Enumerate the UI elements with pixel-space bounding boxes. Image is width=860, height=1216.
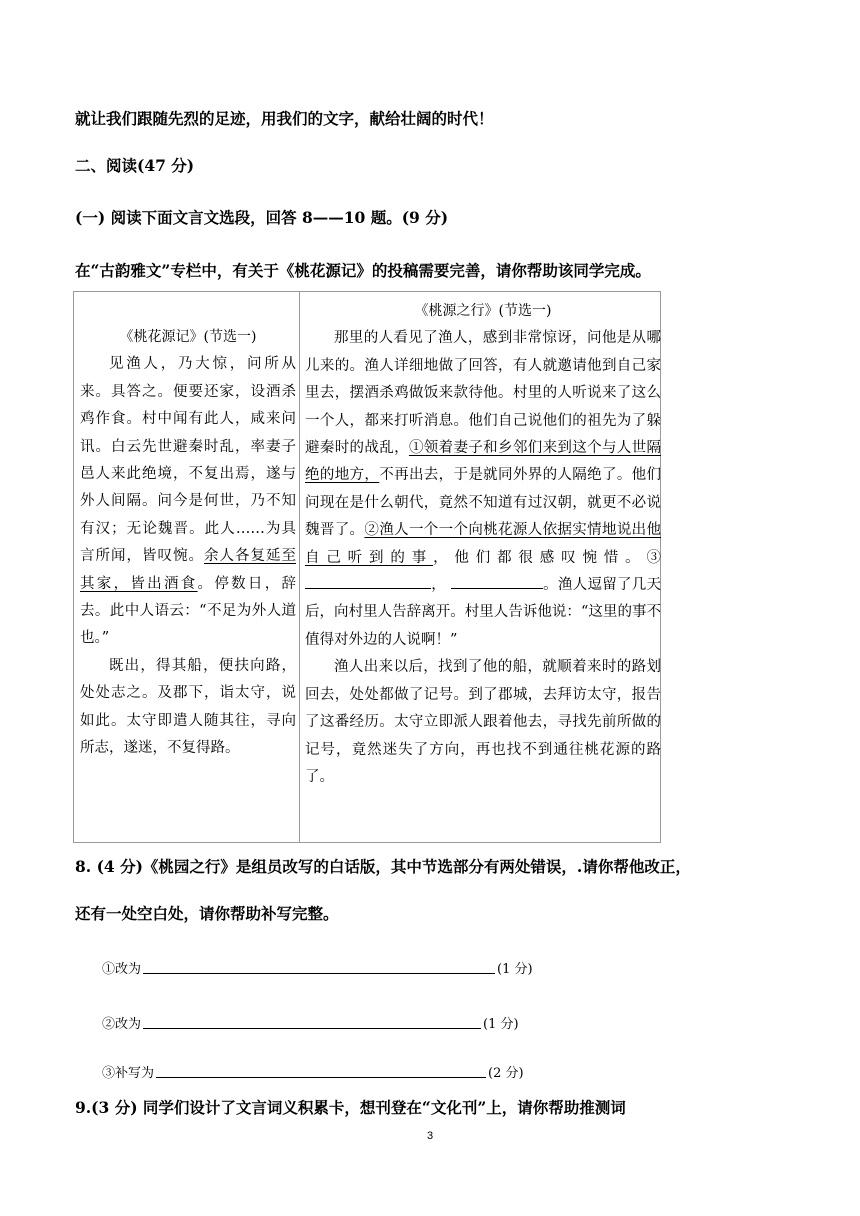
answer-score-3: (2 分) [488, 1066, 524, 1081]
answer-line-1 [102, 958, 533, 977]
intro-line: 就让我们跟随先烈的足迹，用我们的文字，献给壮阔的时代！ [75, 109, 494, 128]
page-number: 3 [426, 1130, 434, 1142]
answer-blank-1[interactable] [143, 959, 495, 974]
original-title: 《桃花源记》(节选一) [119, 329, 257, 345]
original-underlined-sentence: 余人各复延至其家，皆出酒食 [80, 548, 296, 592]
answer-score-2: (1 分) [483, 1017, 519, 1032]
answer-score-1: (1 分) [497, 962, 533, 977]
answer-blank-2[interactable] [143, 1014, 481, 1029]
table-divider [299, 292, 300, 842]
comparison-table [73, 291, 661, 843]
blank-3-part-2[interactable] [451, 574, 543, 589]
error-sentence-1: ①领着妻子和乡邻们来到这个与人世隔绝的地方， [305, 440, 662, 484]
question-9-line: 9.(3 分) 同学们设计了文言词义积累卡，想刊登在“文化刊”上，请你帮助推测词 [75, 1098, 626, 1117]
original-paragraph-2: 既出，得其船，便扶向路，处处志之。及郡下，诣太守，说如此。太守即遣人随其往，寻向所志，遂迷，不复得路。 [80, 657, 296, 757]
translation-title: 《桃源之行》(节选一) [414, 303, 552, 319]
task-line: 在“古韵雅文”专栏中，有关于《桃花源记》的投稿需要完善，请你帮助该同学完成。 [75, 261, 651, 280]
answer-label-1: ①改为 [102, 962, 142, 977]
answer-line-3 [102, 1062, 524, 1081]
answer-label-2: ②改为 [102, 1017, 142, 1032]
translation-column [305, 298, 661, 791]
translation-paragraph-1: 那里的人看见了渔人，感到非常惊讶，问他是从哪儿来的。渔人详细地做了回答，有人就邀请他到自己家里去，摆酒杀鸡做饭来款待他。村里的人听说来了这么一个人，都来打听消息。他们自己说他们的祖先为了躲避秦时的战乱，①领着妻子和乡邻们来到这个与人世隔绝的地方，不再出去，于是就同外界的人隔绝了。他们问现在是什么朝代，竟然不知道有过汉朝，就更不必说魏晋了。②渔人一个一个向桃花源人依据实情地说出他自己听到的事，他们都很感叹惋惜。③ ， 。渔人逗留了几天后，向村里人告辞离开。村里人告诉他说：“这里的事不值得对外边的人说啊！” [305, 330, 662, 648]
error-sentence-2: ②渔人一个一个向桃花源人依据实情地说出他自己听到的事 [305, 522, 662, 566]
answer-blank-3[interactable] [156, 1063, 486, 1078]
question-8-line-1: 8. (4 分)《桃园之行》是组员改写的白话版，其中节选部分有两处错误，.请你帮他改正， [75, 857, 691, 876]
original-paragraph-1: 见渔人，乃大惊，问所从来。具答之。便要还家，设酒杀鸡作食。村中闻有此人，咸来问讯。白云先世避秦时乱，率妻子邑人来此绝境，不复出焉，遂与外人间隔。问今是何世，乃不知有汉；无论魏晋。此人……为具言所闻，皆叹惋。余人各复延至其家，皆出酒食。停数日，辞去。此中人语云：“不足为外人道也。” [80, 356, 297, 647]
section-heading: 二、阅读(47 分) [75, 156, 195, 175]
question-8-line-2: 还有一处空白处，请你帮助补写完整。 [75, 904, 339, 923]
answer-label-3: ③补写为 [102, 1066, 155, 1081]
translation-paragraph-2: 渔人出来以后，找到了他的船，就顺着来时的路划回去，处处都做了记号。到了郡城，去拜访太守，报告了这番经历。太守立即派人跟着他去，寻找先前所做的记号，竟然迷失了方向，再也找不到通往桃花源的路了。 [305, 659, 661, 785]
answer-line-2 [102, 1013, 519, 1032]
blank-3-part-1[interactable] [305, 574, 431, 589]
original-text-column [80, 324, 296, 763]
subsection-heading: (一) 阅读下面文言文选段，回答 8——10 题。(9 分) [75, 208, 449, 227]
